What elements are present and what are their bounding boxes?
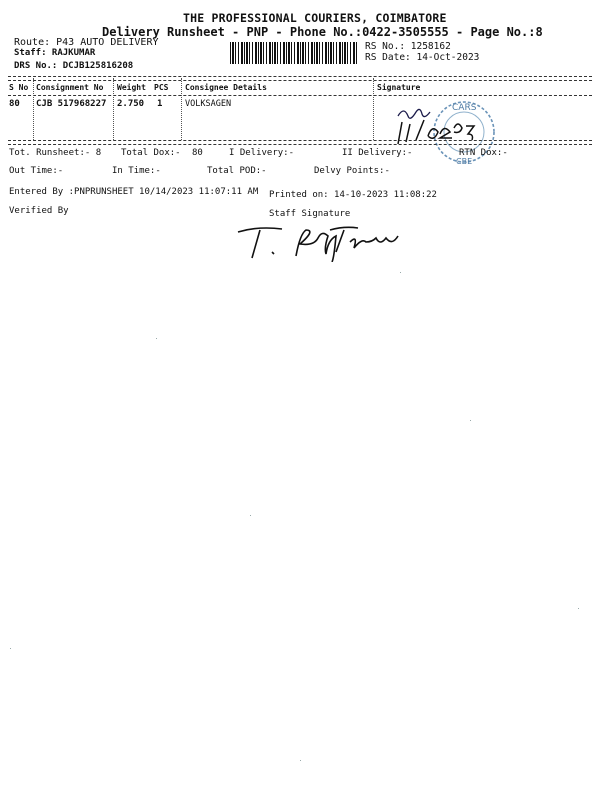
col-signature: Signature [377,83,421,92]
totals-top-rule [8,140,592,141]
col-divider [373,78,374,140]
in-time: In Time:- [112,166,161,176]
total-dox-value: 80 [192,148,203,158]
entered-by: Entered By :PNPRUNSHEET 10/14/2023 11:07:11 AM [9,187,259,197]
staff: Staff: RAJKUMAR [14,48,96,58]
out-time: Out Time:- [9,166,64,176]
route: Route: P43 AUTO DELIVERY [14,37,159,48]
col-divider [33,78,34,140]
tot-runsheet: Tot. Runsheet:- 8 [9,148,102,158]
i-delivery: I Delivery:- [229,148,295,158]
row-consignment: CJB 517968227 [36,99,107,109]
col-pcs: PCS [154,83,169,92]
col-consignment: Consignment No [36,83,104,92]
drs-number: DRS No.: DCJB125816208 [14,61,134,71]
table-top-rule-2 [8,80,592,81]
rtn-dox: RTN Dox:- [459,148,508,158]
header-bottom-rule [8,95,592,96]
col-weight: Weight [117,83,146,92]
row-weight: 2.750 [117,99,145,109]
row-pcs: 1 [157,99,163,109]
table-top-rule [8,76,592,77]
runsheet-title: Delivery Runsheet - PNP - Phone No.:0422-3505555 - Page No.:8 [102,25,543,39]
barcode [230,42,358,64]
svg-text:CARS: CARS [452,103,477,113]
rs-number: RS No.: 1258162 [365,41,451,52]
col-consignee: Consignee Details [185,83,267,92]
delvy-points: Delvy Points:- [314,166,390,176]
totals-top-rule-2 [8,144,592,145]
printed-on: Printed on: 14-10-2023 11:08:22 [269,190,437,200]
company-name: THE PROFESSIONAL COURIERS, COIMBATORE [183,11,447,25]
svg-text:CBE: CBE [456,157,473,166]
col-divider [181,78,182,140]
ii-delivery: II Delivery:- [342,148,413,158]
col-divider [113,78,114,140]
row-consignee: VOLKSAGEN [185,99,232,109]
row-sno: 80 [9,99,20,109]
col-sno: S No [9,83,29,92]
staff-handwritten-signature [232,222,442,262]
company-seal-stamp [380,96,500,174]
staff-signature-label: Staff Signature [269,209,351,219]
total-dox-label: Total Dox:- [121,148,181,158]
total-pod: Total POD:- [207,166,267,176]
verified-by: Verified By [9,206,69,216]
rs-date: RS Date: 14-Oct-2023 [365,52,480,63]
